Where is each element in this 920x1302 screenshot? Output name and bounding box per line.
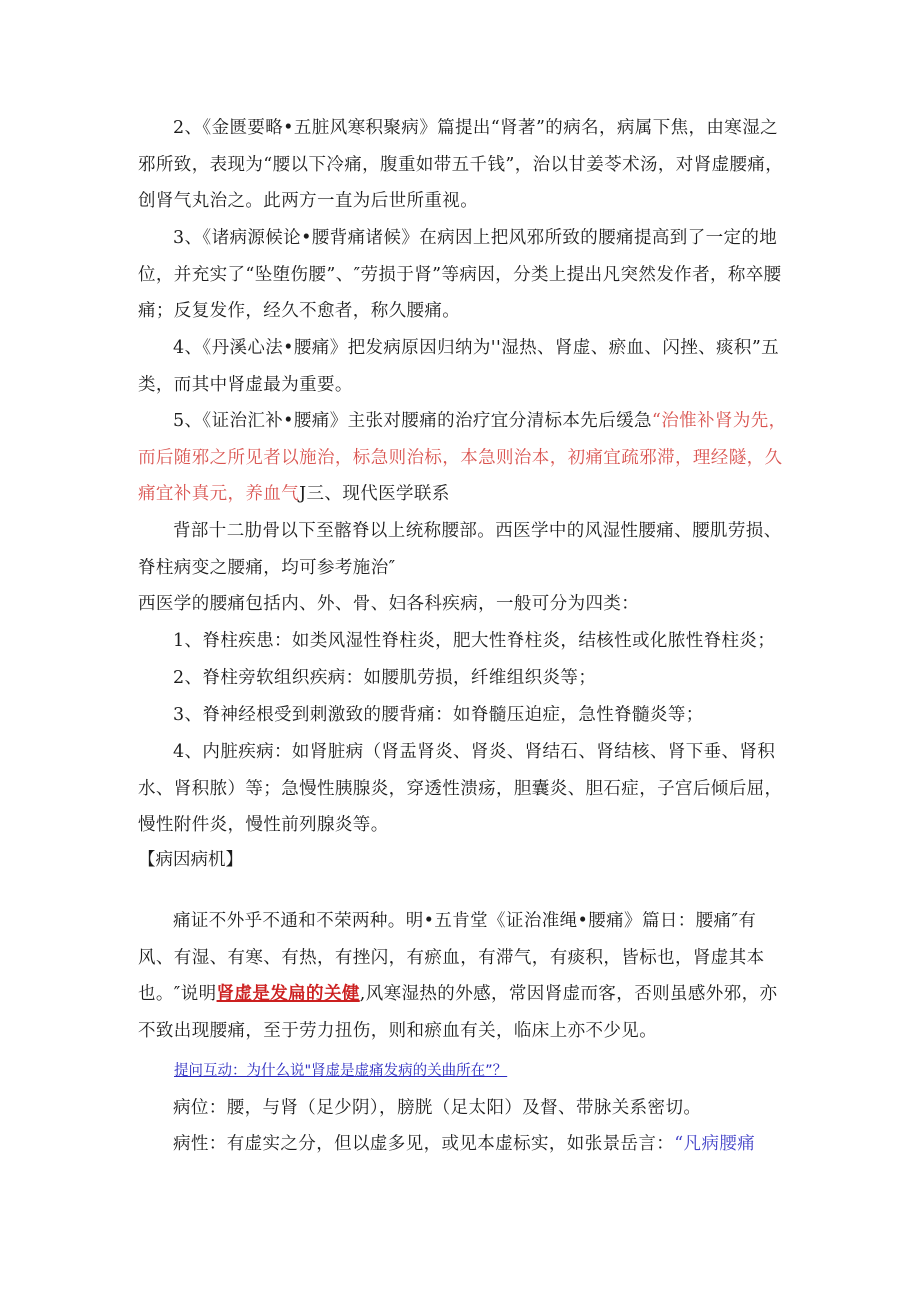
paragraph-danxi: 4、《丹溪心法•腰痛》把发病原因归纳为''湿热、肾虚、瘀血、闪挫、痰积”五类，而其中肾虚最为重要。 (138, 338, 780, 395)
paragraph-zhubing: 3、《诸病源候论•腰背痛诸候》在病因上把风邪所致的腰痛提高到了一定的地位，并充实了“坠堕伤腰”、″劳损于肾”等病因，分类上提出凡突然发作者，称卒腰痛；反复发作，经久不愈者，称久腰痛。 (138, 228, 782, 321)
list-item-spine: 1、脊柱疾患：如类风湿性脊柱炎，肥大性脊柱炎，结核性或化脓性脊柱炎； (173, 631, 776, 651)
etiology-tail: ,风寒湿热的外感，常因肾虚而客，否则虽感外邪，亦不致出现腰痛，至于劳力扭伤，则和瘀血有关，临床上亦不少见。 (138, 984, 778, 1041)
paragraph-nature (138, 1126, 788, 1163)
zhengzhi-tail: J三、现代医学联系 (299, 484, 450, 504)
nature-lead: 病性：有虚实之分，但以虚多见，或见本虚标实，如张景岳言： (173, 1134, 675, 1154)
paragraph-zhengzhi (138, 403, 788, 513)
etiology-lead: 痛证不外乎不通和不荣两种。明•五肯堂《证治准绳•腰痛》篇日：腰痛″有风、有湿、有寒、有热，有挫闪，有瘀血，有滞气，有痰积，皆标也，肾虚其本也。″说明 (138, 911, 765, 1004)
etiology-red-underline: 肾虚是发扁的关健 (216, 984, 360, 1004)
paragraph-jingui: 2、《金匮要略•五脏风寒积聚病》篇提出“肾著”的病名，病属下焦，由寒湿之邪所致，表现为“腰以下冷痛，腹重如带五千钱”，治以甘姜苓术汤，对肾虚腰痛，创肾气丸治之。此两方一直为后世所重视。 (138, 118, 784, 211)
nature-blue-quote: “凡病腰痛 (674, 1134, 756, 1154)
paragraph-etiology (138, 903, 788, 1049)
zhengzhi-red-quote: “治惟补肾为先，而后随邪之所见者以施治，标急则治标，本急则治本，初痛宜疏邪滞，理经隧，久痛宜补真元，养血气 (138, 411, 787, 504)
zhengzhi-lead: 5、《证治汇补•腰痛》主张对腰痛的治疗宜分清标本先后缓急 (173, 411, 652, 431)
question-link[interactable]: 提问互动：为什么说"肾虚是虚痛发病的关曲所在”？ (174, 1063, 508, 1079)
paragraph-lumbar-definition: 背部十二肋骨以下至髂脊以上统称腰部。西医学中的风湿性腰痛、腰肌劳损、脊柱病变之腰痛，均可参考施治″ (138, 521, 782, 578)
list-item-visceral: 4、内脏疾病：如肾脏病（肾盂肾炎、肾炎、肾结石、肾结核、肾下垂、肾积水、肾积脓）等；急慢性胰腺炎，穿透性溃疡，胆囊炎、胆石症，子宫后倾后屈，慢性附件炎，慢性前列腺炎等。 (138, 742, 783, 835)
paragraph-location: 病位：腰，与肾（足少阴），膀胱（足太阳）及督、带脉关系密切。 (173, 1098, 702, 1118)
section-heading-etiology: 【病因病机】 (138, 850, 243, 870)
paragraph-western-classification: 西医学的腰痛包括内、外、骨、妇各科疾病，一般可分为四类： (138, 594, 640, 614)
list-item-nerve-root: 3、脊神经根受到刺激致的腰背痛：如脊髓压迫症，急性脊髓炎等； (173, 705, 704, 725)
list-item-soft-tissue: 2、脊柱旁软组织疾病：如腰肌劳损，纤维组织炎等； (173, 668, 597, 688)
